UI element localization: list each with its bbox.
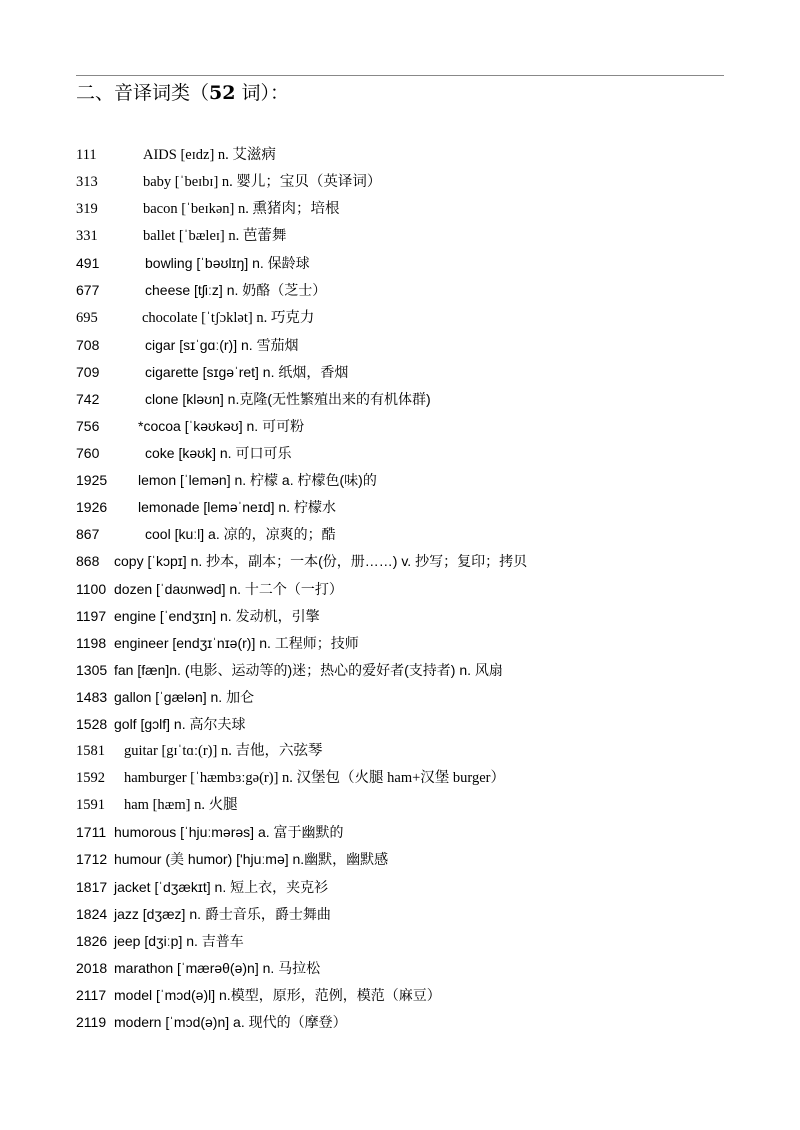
list-item [76,494,756,521]
entry-number: 1925 [76,472,108,489]
list-item [76,576,756,603]
entry-number: 2119 [76,1014,107,1030]
entry-text: coke [kəʊk] n. 可口可乐 [145,445,292,462]
heading-count: 52 [209,82,236,104]
entry-number: 1826 [76,932,108,949]
entry-text: dozen [ˈdaʊnwəd] n. 十二个（一打） [114,580,343,597]
entry-number: 760 [76,445,100,462]
list-item [76,521,756,548]
entry-number: 1591 [76,797,105,814]
entry-text: bacon [ˈbeɪkən] n. 熏猪肉；培根 [143,201,340,218]
list-item [76,792,756,819]
entry-number: 1592 [76,770,105,787]
list-item [76,142,756,169]
entry-text: model [ˈmɔd(ə)l] n.模型，原形，范例，模范（麻豆） [114,986,441,1003]
entry-number: 742 [76,390,100,407]
entry-text: copy [ˈkɔpɪ] n. 抄本，副本；一本(份，册……) v. 抄写；复印；拷贝 [114,553,528,570]
entry-text: guitar [gɪˈtɑː(r)] n. 吉他，六弦琴 [124,743,323,760]
entry-text: AIDS [eɪdz] n. 艾滋病 [143,147,276,163]
entry-text: golf [gɔlf] n. 高尔夫球 [114,715,246,732]
entry-text: lemonade [leməˈneɪd] n. 柠檬水 [138,499,336,516]
entry-text: ballet [ˈbæleɪ] n. 芭蕾舞 [143,228,287,245]
header-rule [76,75,724,76]
list-item [76,440,756,467]
entry-number: 1528 [76,715,108,732]
entry-number: 756 [76,417,100,434]
entry-number: 111 [76,147,97,163]
list-item [76,223,756,250]
entry-number: 867 [76,526,100,543]
entry-number: 1824 [76,905,108,922]
list-item [76,684,756,711]
entry-number: 1817 [76,878,108,895]
list-item [76,928,756,955]
list-item [76,738,756,765]
list-item [76,955,756,982]
list-item [76,548,756,575]
list-item [76,982,756,1009]
list-item [76,169,756,196]
list-item [76,332,756,359]
entry-text: modern [ˈmɔd(ə)n] a. 现代的（摩登） [114,1014,347,1030]
heading-prefix: 二、音译词类（ [76,82,210,104]
entry-text: jacket [ˈdʒækɪt] n. 短上衣，夹克衫 [114,878,329,895]
list-item [76,657,756,684]
list-item [76,603,756,630]
entry-number: 695 [76,309,98,326]
list-item [76,467,756,494]
entry-number: 709 [76,363,100,380]
entry-text: *cocoa [ˈkəʊkəʊ] n. 可可粉 [138,417,305,434]
entry-text: engine [ˈendʒɪn] n. 发动机，引擎 [114,607,320,624]
entry-text: chocolate [ˈtʃɔklət] n. 巧克力 [142,309,315,326]
entry-text: bowling [ˈbəʊlɪŋ] n. 保龄球 [145,255,310,272]
entry-number: 1305 [76,661,108,678]
list-item [76,386,756,413]
entry-text: jazz [dʒæz] n. 爵士音乐，爵士舞曲 [114,905,331,922]
list-item [76,305,756,332]
entry-number: 319 [76,201,98,218]
list-item [76,874,756,901]
entry-text: cheese [tʃiːz] n. 奶酪（芝士） [145,282,327,299]
entry-text: baby [ˈbeɪbɪ] n. 婴儿；宝贝（英译词） [143,174,382,191]
list-item [76,819,756,846]
entry-number: 1712 [76,851,108,868]
entry-number: 1483 [76,688,108,705]
entry-number: 1198 [76,634,107,651]
list-item [76,765,756,792]
entry-text: gallon [ˈgælən] n. 加仑 [114,688,255,705]
entry-text: cigar [sɪˈgɑː(r)] n. 雪茄烟 [145,336,299,353]
entry-text: lemon [ˈlemən] n. 柠檬 a. 柠檬色(味)的 [138,472,377,489]
entry-text: humour (美 humor) ['hjuːmə] n.幽默，幽默感 [114,851,389,868]
entry-text: fan [fæn]n. (电影、运动等的)迷；热心的爱好者(支持者) n. 风扇 [114,661,503,678]
entry-text: cool [kuːl] a. 凉的，凉爽的；酷 [145,526,336,543]
entry-text: marathon [ˈmærəθ(ə)n] n. 马拉松 [114,959,321,976]
entry-number: 677 [76,282,100,299]
list-item [76,250,756,277]
entry-text: jeep [dʒiːp] n. 吉普车 [114,932,244,949]
list-item [76,196,756,223]
entry-number: 331 [76,228,98,245]
heading-suffix: 词）： [235,82,290,104]
list-item [76,277,756,304]
vocabulary-list [76,142,756,1036]
entry-text: engineer [endʒɪˈnɪə(r)] n. 工程师；技师 [114,634,359,651]
entry-number: 1926 [76,499,108,516]
entry-number: 491 [76,255,100,272]
list-item [76,413,756,440]
entry-text: ham [hæm] n. 火腿 [124,797,238,814]
entry-number: 1711 [76,824,107,841]
entry-text: clone [kləʊn] n.克隆(无性繁殖出来的有机体群) [145,390,431,407]
entry-text: humorous [ˈhjuːmərəs] a. 富于幽默的 [114,824,344,841]
entry-number: 2117 [76,986,107,1003]
entry-number: 313 [76,174,98,191]
entry-number: 868 [76,553,100,570]
list-item [76,901,756,928]
entry-number: 708 [76,336,100,353]
list-item [76,1009,756,1036]
entry-text: cigarette [sɪgəˈret] n. 纸烟，香烟 [145,363,349,380]
entry-number: 1197 [76,607,107,624]
list-item [76,846,756,873]
entry-number: 2018 [76,959,108,976]
entry-number: 1581 [76,743,105,760]
entry-text: hamburger [ˈhæmbɜːgə(r)] n. 汉堡包（火腿 ham+汉堡 burger） [124,770,505,787]
list-item [76,359,756,386]
list-item [76,711,756,738]
list-item [76,630,756,657]
entry-number: 1100 [76,580,107,597]
section-heading [76,78,289,105]
